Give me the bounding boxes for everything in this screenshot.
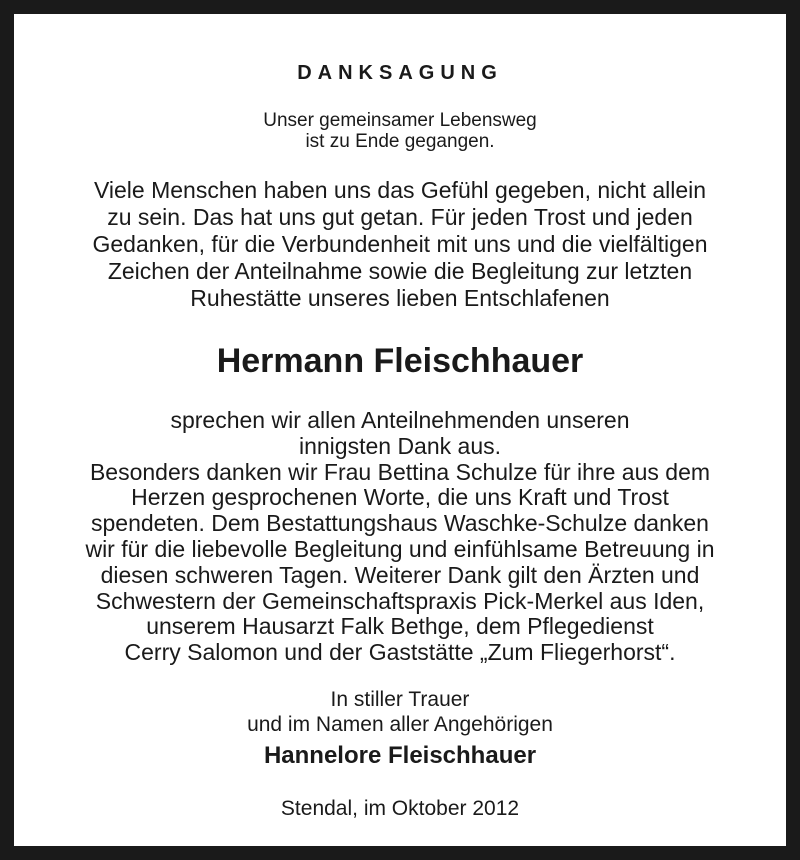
deceased-name: Hermann Fleischhauer <box>216 342 584 380</box>
thanks-line: Cerry Salomon und der Gaststätte „Zum Fliegerhorst“. <box>124 639 676 666</box>
thanks-line: diesen schweren Tagen. Weiterer Dank gilt den Ärzten und <box>100 561 700 588</box>
notice-content <box>28 28 772 832</box>
thanks-paragraph <box>28 408 772 666</box>
motto-line: ist zu Ende gegangen. <box>305 131 495 152</box>
intro-line: Viele Menschen haben uns das Gefühl gegeben, nicht allein <box>93 177 707 203</box>
intro-paragraph <box>28 177 772 312</box>
motto-line: Unser gemeinsamer Lebensweg <box>263 110 537 131</box>
thanks-line: wir für die liebevolle Begleitung und einfühlsame Betreuung in <box>85 535 715 562</box>
motto <box>28 110 772 152</box>
thanks-line: spendeten. Dem Bestattungshaus Waschke-Schulze danken <box>91 510 709 537</box>
thanks-line: innigsten Dank aus. <box>298 432 501 459</box>
intro-line: Ruhestätte unseres lieben Entschlafenen <box>190 285 610 311</box>
thanks-line: Herzen gesprochenen Worte, die uns Kraft und Trost <box>131 484 669 511</box>
closing-line: In stiller Trauer <box>330 687 470 711</box>
thanks-line: Schwestern der Gemeinschaftspraxis Pick-Merkel aus Iden, <box>95 587 705 614</box>
thanks-line: unserem Hausarzt Falk Bethge, dem Pflegedienst <box>146 613 654 640</box>
intro-line: Gedanken, für die Verbundenheit mit uns und die vielfältigen <box>92 231 708 257</box>
notice-heading: DANKSAGUNG <box>297 62 503 84</box>
place-date: Stendal, im Oktober 2012 <box>280 796 520 820</box>
closing-line: und im Namen aller Angehörigen <box>247 712 553 736</box>
intro-line: zu sein. Das hat uns gut getan. Für jeden Trost und jeden <box>107 204 693 230</box>
closing-words <box>28 687 772 737</box>
signer-name: Hannelore Fleischhauer <box>263 741 537 769</box>
thanks-line: Besonders danken wir Frau Bettina Schulze für ihre aus dem <box>89 458 711 485</box>
thanks-line: sprechen wir allen Anteilnehmenden unseren <box>170 407 630 433</box>
intro-line: Zeichen der Anteilnahme sowie die Begleitung zur letzten <box>107 258 693 284</box>
